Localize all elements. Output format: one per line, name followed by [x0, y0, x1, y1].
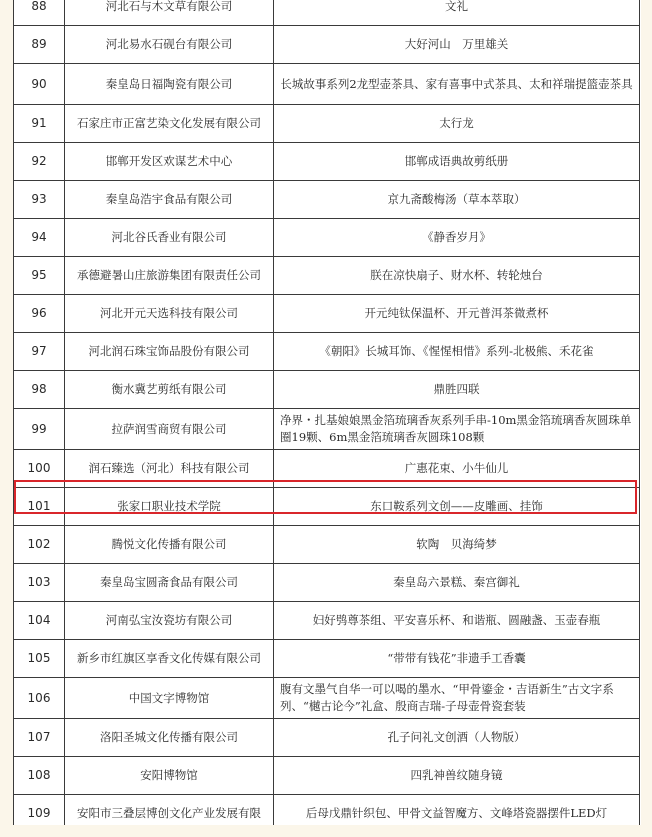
row-number: 90 [14, 64, 65, 105]
table-row [14, 257, 640, 295]
company-name: 河南弘宝汝瓷坊有限公司 [65, 602, 274, 640]
table-row [14, 181, 640, 219]
company-name: 拉萨润雪商贸有限公司 [65, 409, 274, 450]
product-name: 文礼 [274, 0, 640, 26]
table-row [14, 678, 640, 719]
product-table [13, 0, 640, 833]
product-name: 秦皇岛六景糕、秦宫御礼 [274, 564, 640, 602]
table-row [14, 26, 640, 64]
product-name: 四乳神兽纹随身镜 [274, 757, 640, 795]
company-name: 承德避暑山庄旅游集团有限责任公司 [65, 257, 274, 295]
company-name: 河北易水石砚台有限公司 [65, 26, 274, 64]
row-number: 94 [14, 219, 65, 257]
row-number: 100 [14, 450, 65, 488]
row-number: 97 [14, 333, 65, 371]
page-bottom-margin [0, 825, 652, 837]
product-name: “带带有钱花”非遗手工香囊 [274, 640, 640, 678]
table-row [14, 409, 640, 450]
table-row [14, 333, 640, 371]
product-name: 净界・扎基娘娘黑金箔琉璃香灰系列手串-10m黑金箔琉璃香灰圆珠单圈19颗、6m黑金箔琉璃香灰圆珠108颗 [274, 409, 640, 450]
table-row [14, 757, 640, 795]
company-name: 河北润石珠宝饰品股份有限公司 [65, 333, 274, 371]
company-name: 张家口职业技术学院 [65, 488, 274, 526]
row-number: 107 [14, 719, 65, 757]
table-row [14, 719, 640, 757]
row-number: 103 [14, 564, 65, 602]
row-number: 106 [14, 678, 65, 719]
company-name: 中国文字博物馆 [65, 678, 274, 719]
row-number: 99 [14, 409, 65, 450]
table-row [14, 143, 640, 181]
table-row [14, 450, 640, 488]
row-number: 109 [14, 795, 65, 833]
row-number: 105 [14, 640, 65, 678]
product-name: 东口鞍系列文创——皮雕画、挂饰 [274, 488, 640, 526]
product-name: 孔子问礼文创酒（人物版） [274, 719, 640, 757]
row-number: 108 [14, 757, 65, 795]
row-number: 93 [14, 181, 65, 219]
product-name: 广惠花束、小牛仙儿 [274, 450, 640, 488]
table-row [14, 526, 640, 564]
row-number: 101 [14, 488, 65, 526]
company-name: 腾悦文化传播有限公司 [65, 526, 274, 564]
company-name: 洛阳圣城文化传播有限公司 [65, 719, 274, 757]
product-name: 软陶 贝海绮梦 [274, 526, 640, 564]
company-name: 秦皇岛浩宇食品有限公司 [65, 181, 274, 219]
company-name: 秦皇岛宝圆斋食品有限公司 [65, 564, 274, 602]
product-name: 太行龙 [274, 105, 640, 143]
product-name: 长城故事系列2龙型壶茶具、家有喜事中式茶具、太和祥瑞提篮壶茶具 [274, 64, 640, 105]
company-name: 安阳博物馆 [65, 757, 274, 795]
product-name: 开元纯钛保温杯、开元普洱茶微煮杯 [274, 295, 640, 333]
product-name: 妇好鸮尊茶组、平安喜乐杯、和谐瓶、圆融盏、玉壶春瓶 [274, 602, 640, 640]
company-name: 新乡市红旗区享香文化传媒有限公司 [65, 640, 274, 678]
row-number: 96 [14, 295, 65, 333]
product-name: 腹有文墨气自华一可以喝的墨水、“甲骨鎏金・吉语新生”古文字系列、“樾古论今”礼盒、殷商吉瑞-子母壶骨瓷套装 [274, 678, 640, 719]
company-name: 邯郸开发区欢谋艺术中心 [65, 143, 274, 181]
table-row [14, 219, 640, 257]
row-number: 91 [14, 105, 65, 143]
company-name: 河北开元天选科技有限公司 [65, 295, 274, 333]
row-number: 104 [14, 602, 65, 640]
table-row [14, 295, 640, 333]
table-row [14, 64, 640, 105]
product-name: 京九斋酸梅汤（草本萃取） [274, 181, 640, 219]
company-name: 润石臻选（河北）科技有限公司 [65, 450, 274, 488]
table-row-highlighted [14, 488, 640, 526]
product-name: 《静香岁月》 [274, 219, 640, 257]
company-name: 河北石与木文草有限公司 [65, 0, 274, 26]
company-name: 秦皇岛日福陶瓷有限公司 [65, 64, 274, 105]
product-name: 鼎胜四联 [274, 371, 640, 409]
table-row [14, 602, 640, 640]
table-row [14, 640, 640, 678]
table-row [14, 105, 640, 143]
product-name: 《朝阳》长城耳饰、《惺惺相惜》系列-北极熊、禾花雀 [274, 333, 640, 371]
row-number: 92 [14, 143, 65, 181]
product-name: 邯郸成语典故剪纸册 [274, 143, 640, 181]
row-number: 102 [14, 526, 65, 564]
row-number: 89 [14, 26, 65, 64]
company-name: 石家庄市正富艺染文化发展有限公司 [65, 105, 274, 143]
product-name: 大好河山 万里雄关 [274, 26, 640, 64]
row-number: 98 [14, 371, 65, 409]
product-name: 后母戊鼎针织包、甲骨文益智魔方、文峰塔瓷器摆件LED灯 [274, 795, 640, 833]
table-row [14, 564, 640, 602]
table-row [14, 0, 640, 26]
company-name: 衡水冀艺剪纸有限公司 [65, 371, 274, 409]
company-name: 安阳市三叠层博创文化产业发展有限 [65, 795, 274, 833]
product-name: 朕在凉快扇子、财水杯、转轮烛台 [274, 257, 640, 295]
table-row [14, 371, 640, 409]
row-number: 95 [14, 257, 65, 295]
row-number: 88 [14, 0, 65, 26]
company-name: 河北谷氏香业有限公司 [65, 219, 274, 257]
